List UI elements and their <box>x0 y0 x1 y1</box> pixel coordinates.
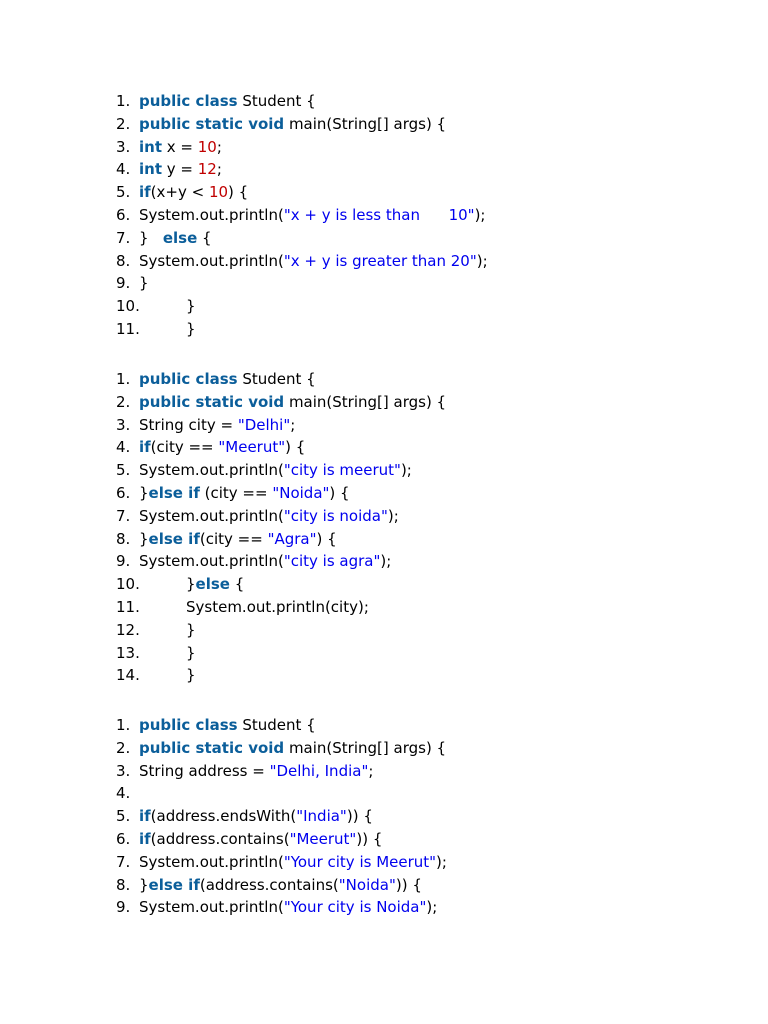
code-token: (address.endsWith( <box>150 807 297 826</box>
code-token: ); <box>426 898 438 917</box>
code-token: ); <box>476 251 488 270</box>
code-token: ; <box>368 761 374 780</box>
keyword-token: int <box>139 160 162 179</box>
line-number: 5. <box>116 807 131 826</box>
code-token: System.out.println( <box>139 206 284 224</box>
code-token: String address = <box>139 761 270 780</box>
code-text <box>186 664 196 687</box>
code-token: } <box>186 643 196 662</box>
code-text <box>186 573 244 596</box>
keyword-token: public class <box>139 92 238 110</box>
code-token: ); <box>380 552 392 571</box>
code-token: (address.contains( <box>199 875 339 894</box>
string-token: "Your city is Noida" <box>283 898 427 917</box>
code-text <box>139 714 316 737</box>
line-number: 1. <box>116 370 131 388</box>
string-token: "Meerut" <box>289 830 357 848</box>
code-text <box>186 619 196 642</box>
code-token: System.out.println( <box>139 461 284 480</box>
code-token: )) { <box>356 830 383 848</box>
keyword-token: public static void <box>139 738 285 757</box>
line-number: 2. <box>116 114 131 133</box>
code-token: ); <box>400 461 412 480</box>
keyword-token: else <box>195 575 230 594</box>
line-number: 6. <box>116 206 131 224</box>
code-token: x = <box>162 137 198 156</box>
code-token: )) { <box>346 807 373 826</box>
keyword-token: else if <box>148 875 200 894</box>
string-token: "Meerut" <box>218 438 286 457</box>
string-token: "Agra" <box>267 529 317 548</box>
code-token: (city == <box>199 484 273 502</box>
line-number: 5. <box>116 183 131 202</box>
code-text <box>139 874 422 897</box>
string-token: "Your city is Meerut" <box>283 852 437 871</box>
code-text <box>139 368 316 391</box>
code-text <box>139 414 295 437</box>
keyword-token: int <box>139 137 162 156</box>
line-number: 3. <box>116 415 131 434</box>
line-number: 11. <box>116 598 140 616</box>
string-token: "Noida" <box>272 484 330 502</box>
code-text <box>139 459 412 482</box>
line-number: 9. <box>116 898 131 917</box>
code-text <box>186 295 196 318</box>
line-number: 11. <box>116 320 140 338</box>
code-token: } <box>186 297 196 316</box>
code-token: } <box>139 228 163 247</box>
code-text <box>139 181 248 204</box>
string-token: "Noida" <box>338 875 396 894</box>
code-text <box>139 227 212 250</box>
line-number: 3. <box>116 761 131 780</box>
string-token: "city is meerut" <box>283 461 401 480</box>
code-token: ); <box>387 506 399 525</box>
code-token: } <box>186 620 196 639</box>
code-text <box>139 828 382 851</box>
code-token: main(String[] args) { <box>284 392 447 411</box>
code-token: System.out.println( <box>139 552 284 571</box>
line-number: 4. <box>116 438 131 457</box>
code-text <box>139 436 305 459</box>
string-token: "Delhi" <box>237 415 291 434</box>
line-number: 4. <box>116 784 131 803</box>
line-number: 7. <box>116 852 131 871</box>
code-text <box>139 391 446 414</box>
code-token: } <box>139 529 149 548</box>
code-text <box>139 113 446 136</box>
code-text <box>139 482 350 505</box>
code-text <box>139 158 222 181</box>
code-token: { <box>229 575 245 594</box>
keyword-token: if <box>139 183 151 202</box>
line-number: 12. <box>116 620 140 639</box>
keyword-token: else if <box>148 484 200 502</box>
code-token: ; <box>216 137 222 156</box>
keyword-token: public static void <box>139 114 285 133</box>
code-text <box>139 90 316 113</box>
string-token: "city is noida" <box>283 506 388 525</box>
line-number: 2. <box>116 738 131 757</box>
keyword-token: public class <box>139 370 238 388</box>
code-token: Student { <box>237 92 316 110</box>
code-token: ; <box>216 160 222 179</box>
code-text <box>139 204 485 227</box>
line-number: 6. <box>116 484 131 502</box>
code-token: ) { <box>228 183 249 202</box>
keyword-token: public static void <box>139 392 285 411</box>
line-number: 9. <box>116 552 131 571</box>
line-number: 4. <box>116 160 131 179</box>
code-text <box>139 505 399 528</box>
code-token: )) { <box>395 875 422 894</box>
code-text <box>186 596 369 619</box>
code-text <box>139 760 373 783</box>
line-number: 6. <box>116 830 131 848</box>
line-number: 13. <box>116 643 140 662</box>
code-token: } <box>186 666 196 685</box>
keyword-token: if <box>139 830 151 848</box>
code-text <box>139 896 437 919</box>
code-text <box>139 550 391 573</box>
code-token: main(String[] args) { <box>284 114 447 133</box>
code-token: String city = <box>139 415 238 434</box>
code-token: System.out.println( <box>139 852 284 871</box>
code-text <box>139 805 373 828</box>
code-text <box>139 851 447 874</box>
number-token: 10 <box>197 137 217 156</box>
code-token: } <box>139 484 149 502</box>
number-token: 10 <box>208 183 229 202</box>
code-text <box>186 318 196 341</box>
code-token: Student { <box>237 370 316 388</box>
keyword-token: else if <box>148 529 200 548</box>
code-text <box>139 737 446 760</box>
keyword-token: public class <box>139 716 238 734</box>
code-text <box>186 642 196 665</box>
line-number: 14. <box>116 666 140 685</box>
string-token: "India" <box>296 807 347 826</box>
line-number: 5. <box>116 461 131 480</box>
code-token: System.out.println(city); <box>186 598 369 616</box>
string-token: "x + y is less than 10" <box>283 206 475 224</box>
line-number: 8. <box>116 251 131 270</box>
string-token: "city is agra" <box>283 552 381 571</box>
code-text <box>139 528 337 551</box>
keyword-token: if <box>139 807 151 826</box>
code-token: y = <box>162 160 198 179</box>
line-number: 8. <box>116 875 131 894</box>
code-token: (city == <box>199 529 268 548</box>
string-token: "x + y is greater than 20" <box>283 251 477 270</box>
code-token: main(String[] args) { <box>284 738 447 757</box>
code-token: ) { <box>316 529 337 548</box>
code-token: Student { <box>237 716 316 734</box>
string-token: "Delhi, India" <box>269 761 369 780</box>
code-token: System.out.println( <box>139 506 284 525</box>
code-text <box>139 136 222 159</box>
keyword-token: if <box>139 438 151 457</box>
code-text <box>139 272 149 295</box>
line-number: 8. <box>116 529 131 548</box>
line-number: 9. <box>116 274 131 293</box>
line-number: 2. <box>116 392 131 411</box>
code-token: System.out.println( <box>139 898 284 917</box>
code-token: System.out.println( <box>139 251 284 270</box>
number-token: 12 <box>197 160 217 179</box>
line-number: 7. <box>116 228 131 247</box>
code-token: } <box>186 575 196 594</box>
code-token: ); <box>436 852 447 871</box>
code-token: } <box>139 875 149 894</box>
line-number: 10. <box>116 575 140 594</box>
code-token: { <box>197 228 212 247</box>
line-number: 1. <box>116 716 131 734</box>
keyword-token: else <box>162 228 198 247</box>
code-token: (address.contains( <box>150 830 290 848</box>
code-token: ) { <box>329 484 350 502</box>
code-token: (x+y < <box>150 183 209 202</box>
code-text <box>139 250 488 273</box>
line-number: 7. <box>116 506 131 525</box>
code-token: } <box>139 274 149 293</box>
code-token: ) { <box>285 438 306 457</box>
code-token: ); <box>474 206 486 224</box>
code-token: } <box>186 320 196 338</box>
code-token: (city == <box>150 438 219 457</box>
line-number: 3. <box>116 137 131 156</box>
code-token: ; <box>290 415 296 434</box>
line-number: 1. <box>116 92 131 110</box>
line-number: 10. <box>116 297 140 316</box>
